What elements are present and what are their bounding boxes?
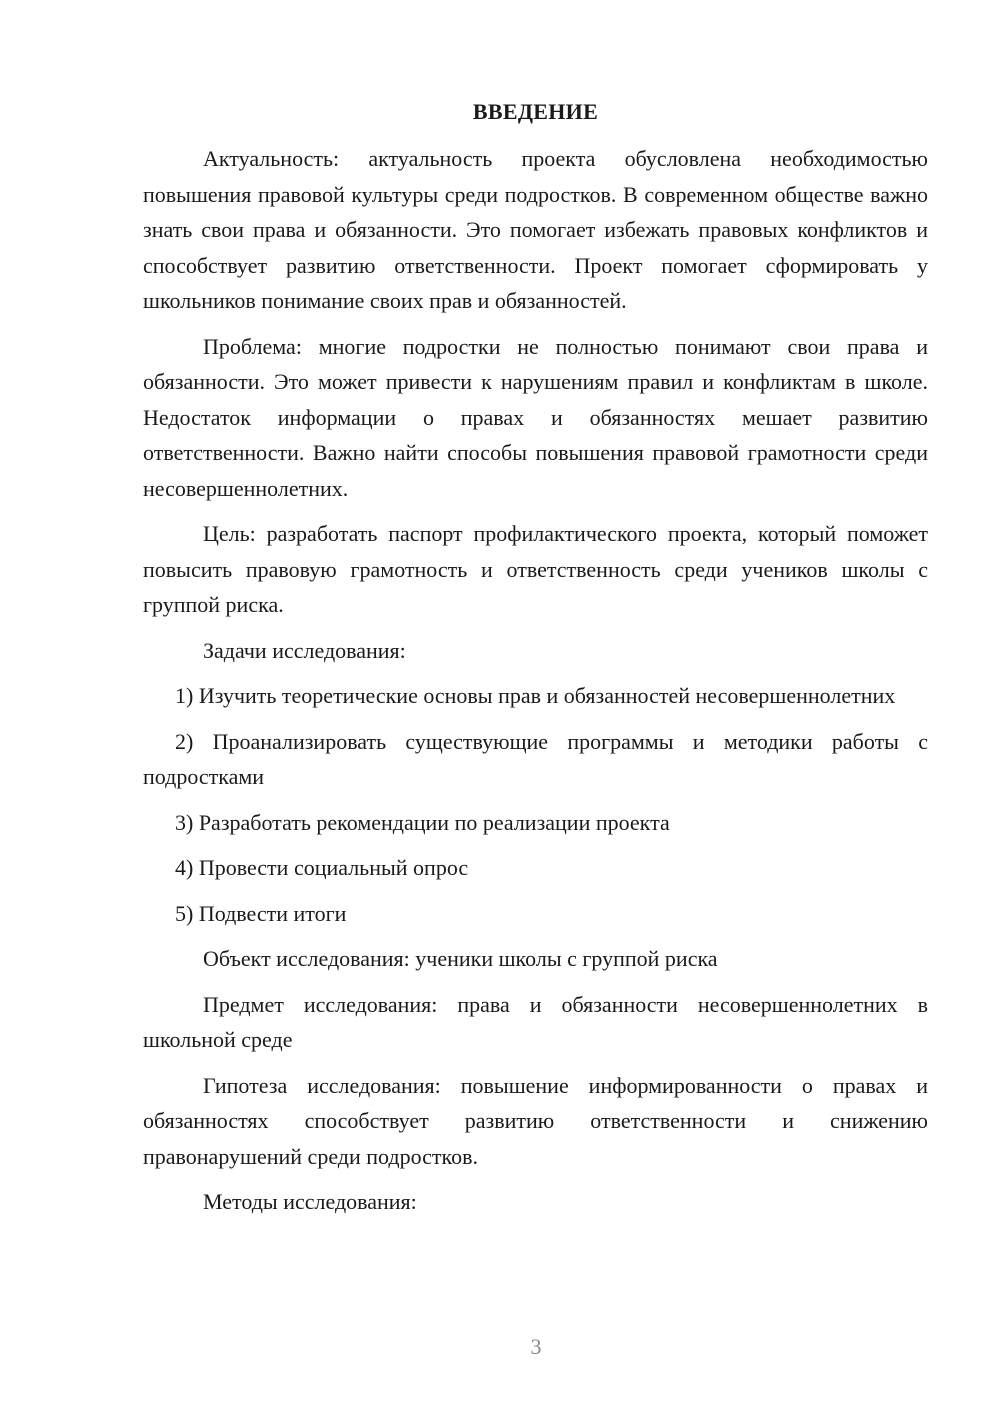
goal-paragraph: Цель: разработать паспорт профилактического проекта, который поможет повысить правовую грамотность и ответственность среди учеников школы с группой риска. (143, 521, 928, 617)
tasks-heading: Задачи исследования: (203, 637, 406, 663)
relevance-paragraph: Актуальность: актуальность проекта обусловлена необходимостью повышения правовой культуры среди подростков. В современном обществе важно знать свои права и обязанности. Это помогает избежать правовых конфликтов и способствует развитию ответственности. Проект помогает сформировать у школьников понимание своих прав и обязанностей. (143, 146, 928, 313)
task-item-2: 2) Проанализировать существующие программы и методики работы с подростками (143, 728, 928, 789)
problem-paragraph: Проблема: многие подростки не полностью понимают свои права и обязанности. Это может привести к нарушениям правил и конфликтам в школе. Недостаток информации о правах и обязанностях мешает развитию ответственности. Важно найти способы повышения правовой грамотности среди несовершеннолетних. (143, 333, 928, 501)
page-content (143, 96, 928, 1230)
page-number: 3 (530, 1334, 542, 1359)
subject-paragraph: Предмет исследования: права и обязанности несовершеннолетних в школьной среде (143, 991, 928, 1052)
task-item-4: 4) Провести социальный опрос (175, 855, 469, 880)
page-title: ВВЕДЕНИЕ (472, 99, 599, 124)
task-item-1: 1) Изучить теоретические основы прав и обязанностей несовершеннолетних (175, 683, 896, 708)
methods-heading: Методы исследования: (203, 1189, 417, 1214)
task-item-5: 5) Подвести итоги (175, 900, 347, 926)
object-paragraph: Объект исследования: ученики школы с группой риска (203, 946, 718, 971)
hypothesis-paragraph: Гипотеза исследования: повышение информированности о правах и обязанностях способствует развитию ответственности и снижению правонарушений среди подростков. (143, 1072, 928, 1169)
task-item-3: 3) Разработать рекомендации по реализации проекта (175, 809, 670, 835)
